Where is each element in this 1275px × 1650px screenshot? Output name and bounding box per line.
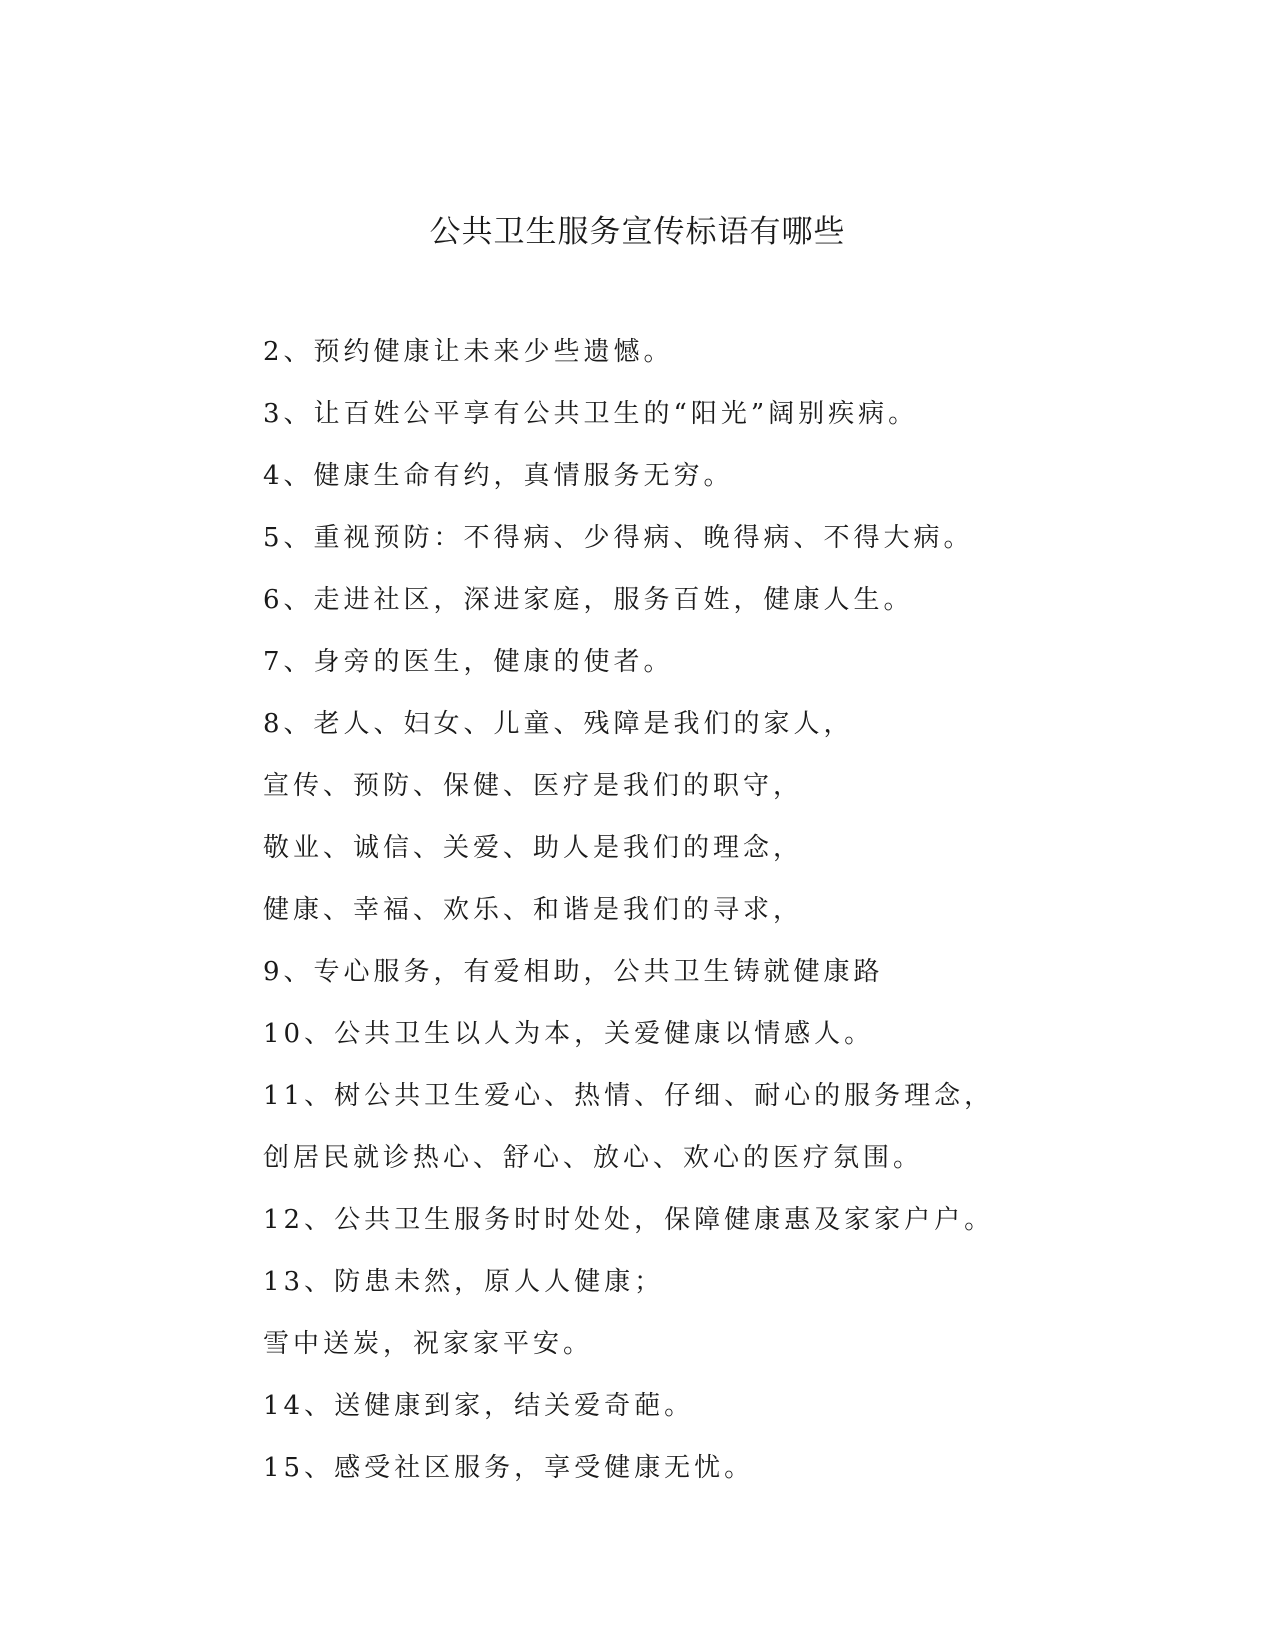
slogan-list [263,330,1023,1508]
slogan-line: 12、公共卫生服务时时处处，保障健康惠及家家户户。 [263,1205,995,1235]
slogan-line: 5、重视预防：不得病、少得病、晚得病、不得大病。 [263,523,974,553]
document-title: 公共卫生服务宣传标语有哪些 [429,214,846,250]
slogan-line: 4、健康生命有约，真情服务无穷。 [263,461,734,491]
slogan-line: 雪中送炭，祝家家平安。 [263,1329,594,1359]
slogan-line: 创居民就诊热心、舒心、放心、欢心的医疗氛围。 [263,1143,924,1173]
slogan-line: 健康、幸福、欢乐、和谐是我们的寻求， [263,895,804,925]
slogan-line: 7、身旁的医生，健康的使者。 [263,647,674,677]
slogan-line: 13、防患未然，原人人健康； [263,1267,665,1297]
slogan-line: 敬业、诚信、关爱、助人是我们的理念， [263,833,804,863]
slogan-line: 9、专心服务，有爱相助，公共卫生铸就健康路 [263,957,884,987]
slogan-line: 3、让百姓公平享有公共卫生的“阳光”阔别疾病。 [263,399,919,429]
slogan-line: 10、公共卫生以人为本，关爱健康以情感人。 [263,1019,875,1049]
slogan-line: 2、预约健康让未来少些遗憾。 [263,337,674,367]
slogan-line: 宣传、预防、保健、医疗是我们的职守， [263,771,804,801]
slogan-line: 11、树公共卫生爱心、热情、仔细、耐心的服务理念， [263,1081,995,1111]
slogan-line: 15、感受社区服务，享受健康无忧。 [263,1453,755,1483]
slogan-line: 8、老人、妇女、儿童、残障是我们的家人， [263,709,854,739]
slogan-line: 14、送健康到家，结关爱奇葩。 [263,1391,695,1421]
slogan-line: 6、走进社区，深进家庭，服务百姓，健康人生。 [263,585,914,615]
